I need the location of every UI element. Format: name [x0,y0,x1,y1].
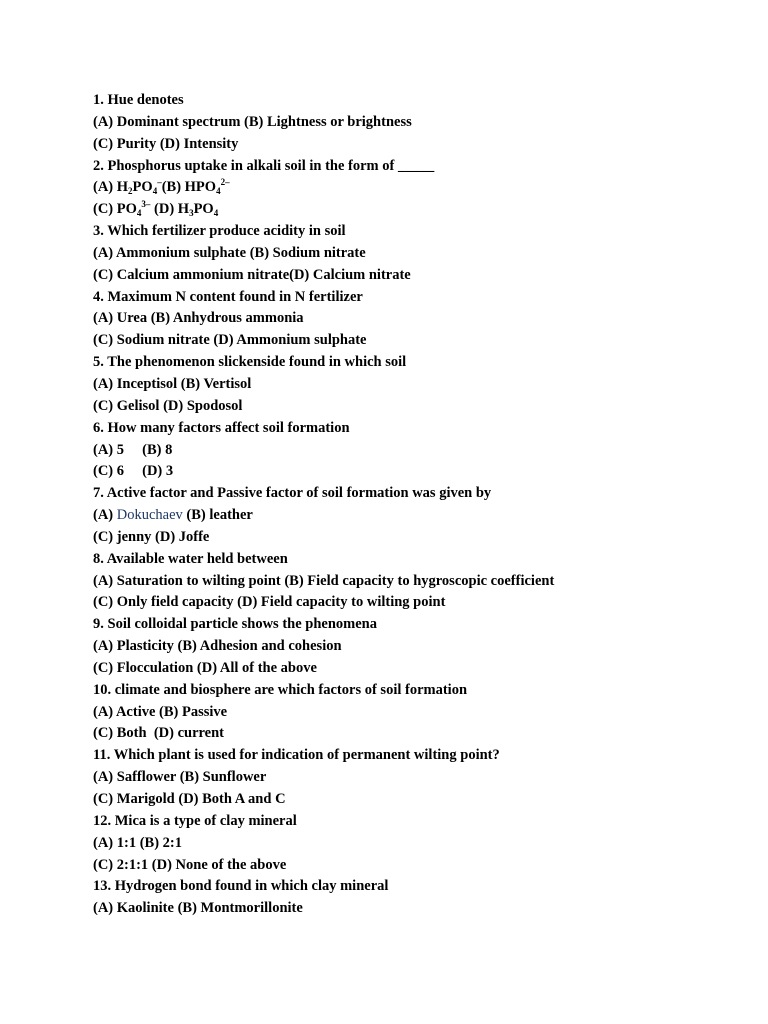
document-line [93,461,733,483]
subscript-text: 4 [213,208,219,219]
line-text: (A) Inceptisol (B) Vertisol [93,375,252,392]
subscript-text: 4 [216,186,221,197]
line-text: 8. Available water held between [93,550,288,567]
document-page [93,90,733,920]
subscript-text: 2 [128,186,133,197]
document-line [93,483,733,505]
subscript-text: 4 [152,186,158,197]
line-text: (A) Saturation to wilting point (B) Field capacity to hygroscopic coefficient [93,572,555,589]
line-text: (A) Safflower (B) Sunflower [93,769,267,786]
line-text: (A) Active (B) Passive [93,703,228,720]
line-text: (A) 5 (B) 8 [93,441,173,458]
line-text: 5. The phenomenon slickenside found in which soil [93,354,407,371]
line-text: (A) Urea (B) Anhydrous ammonia [93,310,304,327]
document-line [93,876,733,898]
superscript-text: – [157,177,162,188]
line-text: (C) PO [93,201,137,218]
line-text: (C) Calcium ammonium nitrate(D) Calcium nitrate [93,266,411,283]
line-text: (C) jenny (D) Joffe [93,528,210,545]
document-line [93,199,733,221]
line-text: (A) Plasticity (B) Adhesion and cohesion [93,638,342,655]
document-line [93,571,733,593]
line-text: (A) Ammonium sulphate (B) Sodium nitrate [93,244,366,261]
line-text: (C) Only field capacity (D) Field capacity to wilting point [93,594,446,611]
line-text: PO [132,179,153,196]
document-line [93,680,733,702]
superscript-text: 3– [141,199,151,210]
document-line [93,243,733,265]
line-text: 6. How many factors affect soil formation [93,419,350,436]
document-line [93,745,733,767]
document-line [93,374,733,396]
line-text: (A) 1:1 (B) 2:1 [93,834,182,851]
line-text: 2. Phosphorus uptake in alkali soil in the form of _____ [93,157,435,174]
line-text: 1. Hue denotes [93,92,184,108]
document-line [93,855,733,877]
document-line [93,308,733,330]
document-line [93,723,733,745]
superscript-text: 2– [220,177,230,188]
subscript-text: 3 [189,208,194,219]
line-text: (B) HPO [161,179,217,196]
line-text: 7. Active factor and Passive factor of soil formation was given by [93,485,492,502]
document-line [93,418,733,440]
document-line [93,352,733,374]
line-text: (C) Gelisol (D) Spodosol [93,397,243,414]
line-text: (C) Purity (D) Intensity [93,135,239,152]
line-text: (A) H [93,179,129,196]
document-line [93,702,733,724]
document-line [93,221,733,243]
line-text: 3. Which fertilizer produce acidity in soil [93,223,346,240]
line-text: 4. Maximum N content found in N fertilizer [93,288,363,305]
line-text: (C) 2:1:1 (D) None of the above [93,856,287,873]
document-line [93,636,733,658]
line-text: 10. climate and biosphere are which factors of soil formation [93,681,468,698]
line-text: (C) 6 (D) 3 [93,463,174,480]
document-line [93,811,733,833]
document-line [93,549,733,571]
document-line [93,440,733,462]
document-line [93,767,733,789]
document-line [93,505,733,527]
line-text: 13. Hydrogen bond found in which clay mineral [93,878,389,895]
document-line [93,177,733,199]
document-line [93,527,733,549]
line-text: (A) Kaolinite (B) Montmorillonite [93,900,303,917]
document-line [93,156,733,178]
document-line [93,658,733,680]
document-line [93,330,733,352]
document-line [93,592,733,614]
document-line [93,789,733,811]
document-line [93,898,733,920]
line-text: Dokuchaev [116,507,183,524]
line-text: (C) Flocculation (D) All of the above [93,659,317,676]
line-text: (C) Sodium nitrate (D) Ammonium sulphate [93,332,367,349]
line-text: (C) Marigold (D) Both A and C [93,791,286,807]
document-line [93,287,733,309]
document-line [93,396,733,418]
line-text: (C) Both (D) current [93,725,225,742]
line-text: PO [193,201,214,218]
line-text: (B) leather [182,507,253,524]
line-text: (D) H [150,201,190,218]
document-line [93,90,733,112]
document-line [93,112,733,134]
line-text: 11. Which plant is used for indication of permanent wilting point? [93,747,500,764]
line-text: (A) [93,507,117,524]
document-line [93,614,733,636]
line-text: 9. Soil colloidal particle shows the phenomena [93,616,377,633]
line-text: 12. Mica is a type of clay mineral [93,812,297,829]
document-line [93,833,733,855]
subscript-text: 4 [136,208,142,219]
document-line [93,265,733,287]
line-text: (A) Dominant spectrum (B) Lightness or brightness [93,113,412,130]
document-line [93,134,733,156]
